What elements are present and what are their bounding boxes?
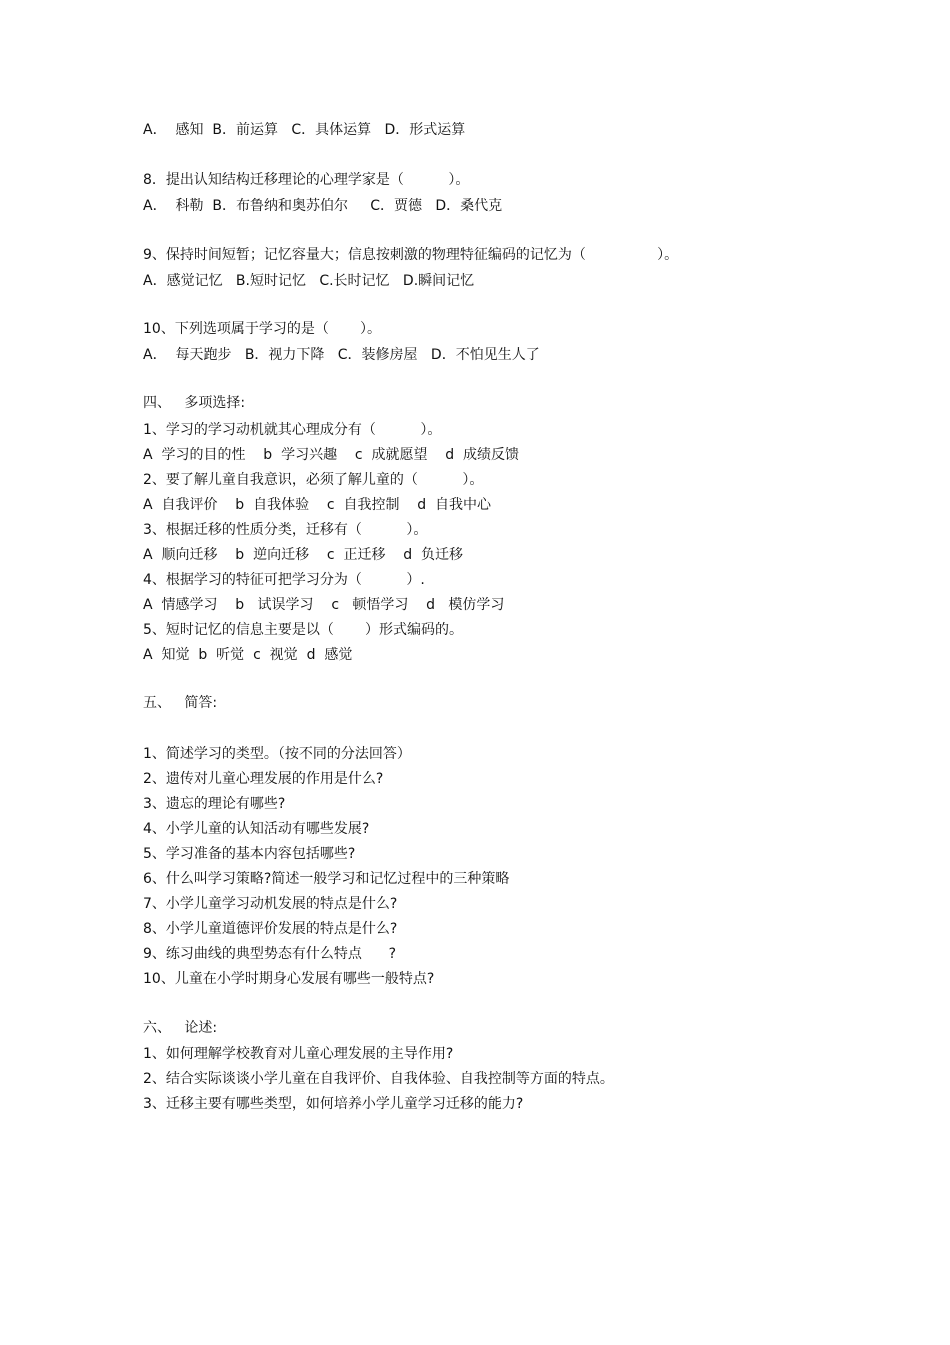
section-4-line: 2、要了解儿童自我意识，必须了解儿童的（ ）。 — [143, 472, 484, 488]
section-5-item: 4、小学儿童的认知活动有哪些发展? — [143, 821, 370, 837]
section-5-item: 3、遗忘的理论有哪些? — [143, 796, 286, 812]
q10-question: 10、下列选项属于学习的是（ ）。 — [143, 321, 381, 337]
section-6-item: 2、结合实际谈谈小学儿童在自我评价、自我体验、自我控制等方面的特点。 — [143, 1071, 614, 1087]
section-5-item: 1、简述学习的类型。（按不同的分法回答） — [143, 746, 411, 762]
section-4-line: 4、根据学习的特征可把学习分为（ ）. — [143, 572, 425, 588]
section-4-line: A 知觉 b 听觉 c 视觉 d 感觉 — [143, 647, 353, 663]
q9-options: A．感觉记忆 B.短时记忆 C.长时记忆 D.瞬间记忆 — [143, 273, 475, 289]
section-5-item: 7、小学儿童学习动机发展的特点是什么? — [143, 896, 398, 912]
q8-question: 8．提出认知结构迁移理论的心理学家是（ ）。 — [143, 172, 470, 188]
section-5-item: 5、学习准备的基本内容包括哪些? — [143, 846, 356, 862]
section-6-heading: 六、 论述: — [143, 1020, 218, 1036]
section-5-item: 6、什么叫学习策略?简述一般学习和记忆过程中的三种策略 — [143, 871, 510, 887]
section-4-line: 1、学习的学习动机就其心理成分有（ ）。 — [143, 422, 442, 438]
q7-options: A． 感知 B．前运算 C．具体运算 D．形式运算 — [143, 122, 466, 138]
q10-options: A． 每天跑步 B．视力下降 C．装修房屋 D．不怕见生人了 — [143, 347, 540, 363]
section-5-item: 10、儿童在小学时期身心发展有哪些一般特点? — [143, 971, 435, 987]
section-4-line: 3、根据迁移的性质分类，迁移有（ ）。 — [143, 522, 428, 538]
section-4-line: A 自我评价 b 自我体验 c 自我控制 d 自我中心 — [143, 497, 492, 513]
q9-question: 9、保持时间短暂；记忆容量大；信息按刺激的物理特征编码的记忆为（ ）。 — [143, 247, 679, 263]
section-4-heading: 四、 多项选择: — [143, 395, 246, 411]
section-6-item: 1、如何理解学校教育对儿童心理发展的主导作用? — [143, 1046, 454, 1062]
section-5-item: 2、遗传对儿童心理发展的作用是什么? — [143, 771, 384, 787]
section-5-heading: 五、 简答: — [143, 695, 218, 711]
section-4-line: A 学习的目的性 b 学习兴趣 c 成就愿望 d 成绩反馈 — [143, 447, 520, 463]
section-5-item: 9、练习曲线的典型势态有什么特点 ? — [143, 946, 397, 962]
section-5-item: 8、小学儿童道德评价发展的特点是什么? — [143, 921, 398, 937]
section-4-line: A 情感学习 b 试误学习 c 顿悟学习 d 模仿学习 — [143, 597, 505, 613]
section-6-item: 3、迁移主要有哪些类型，如何培养小学儿童学习迁移的能力? — [143, 1096, 524, 1112]
q8-options: A． 科勒 B．布鲁纳和奥苏伯尔 C．贾德 D．桑代克 — [143, 198, 503, 214]
section-4-line: A 顺向迁移 b 逆向迁移 c 正迁移 d 负迁移 — [143, 547, 464, 563]
section-4-line: 5、短时记忆的信息主要是以（ ）形式编码的。 — [143, 622, 464, 638]
